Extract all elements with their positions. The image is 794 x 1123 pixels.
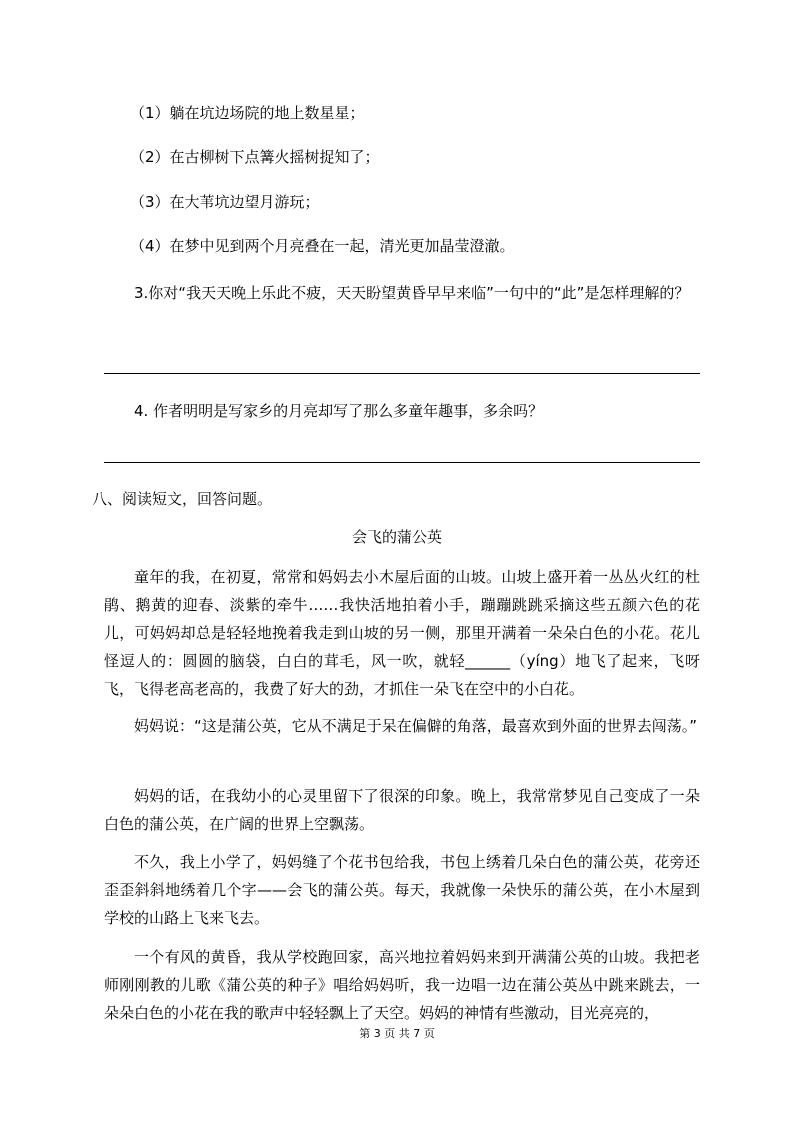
answer-line-q3 [104,373,700,374]
paragraph-2: 妈妈说：“这是蒲公英，它从不满足于呆在偏僻的角落，最喜欢到外面的世界去闯荡。” [134,717,698,735]
paragraph-5: 一个有风的黄昏，我从学校跑回家，高兴地拉着妈妈来到开满蒲公英的山坡。我把老师刚刚教的儿歌《蒲公英的种子》唱给妈妈听，我一边唱一边在蒲公英丛中跳来跳去，一朵朵白色的小花在我的歌声中轻轻飘上了天空。妈妈的神情有些激动，目光亮亮的， [104,948,700,1022]
option-1: （1）躺在坑边场院的地上数星星； [130,104,365,122]
story-title: 会飞的蒲公英 [351,528,442,546]
option-4: （4）在梦中见到两个月亮叠在一起，清光更加晶莹澄澈。 [130,237,515,255]
paragraph-3: 妈妈的话，在我幼小的心灵里留下了很深的印象。晚上，我常常梦见自己变成了一朵白色的蒲公英，在广阔的世界上空飘荡。 [104,787,700,833]
page-footer: 第 3 页 共 7 页 [359,1027,435,1040]
option-3: （3）在大苇坑边望月游玩； [130,193,320,211]
section-8-heading: 八、阅读短文，回答问题。 [92,490,273,508]
question-4: 4. 作者明明是写家乡的月亮却写了那么多童年趣事，多余吗？ [134,402,544,420]
question-3: 3.你对“我天天晚上乐此不疲，天天盼望黄昏早早来临”一句中的“此”是怎样理解的？ [134,284,690,302]
paragraph-1: 童年的我，在初夏，常常和妈妈去小木屋后面的山坡。山坡上盛开着一丛丛火红的杜鹃、鹅黄的迎春、淡紫的牵牛……我快活地拍着小手，蹦蹦跳跳采摘这些五颜六色的花儿，可妈妈却总是轻轻地挽着我走到山坡的另一侧，那里开满着一朵朵白色的小花。花儿怪逗人的：圆圆的脑袋，白白的茸毛，风一吹，就轻______（yíng）地飞了起来，飞呀飞，飞得老高老高的，我费了好大的劲，才抓住一朵飞在空中的小白花。 [104,568,700,698]
option-2: （2）在古柳树下点篝火摇树捉知了； [130,148,380,166]
answer-line-q4 [104,462,700,463]
paragraph-4: 不久，我上小学了，妈妈缝了个花书包给我，书包上绣着几朵白色的蒲公英，花旁还歪歪斜斜地绣着几个字——会飞的蒲公英。每天，我就像一朵快乐的蒲公英，在小木屋到学校的山路上飞来飞去。 [104,853,700,927]
